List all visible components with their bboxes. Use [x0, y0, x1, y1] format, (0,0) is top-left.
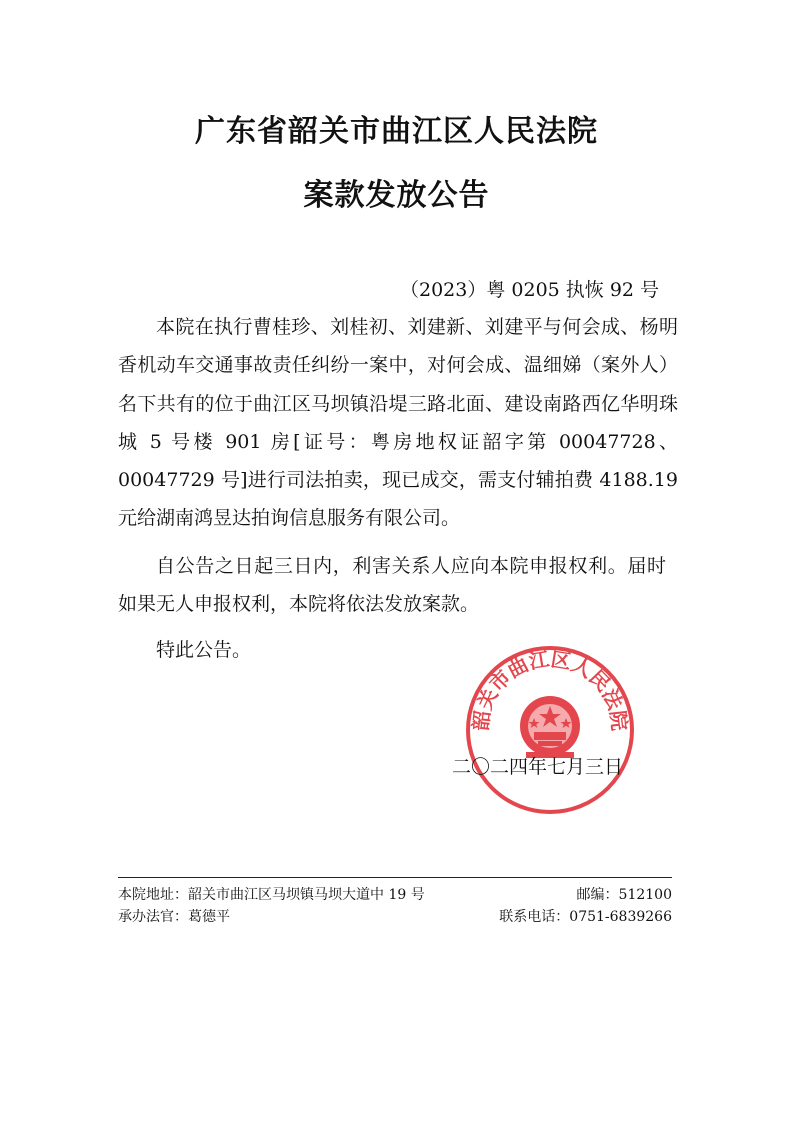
seal-lettering: 韶关市曲江区人民法院 — [468, 646, 632, 732]
postcode: 邮编：512100 — [576, 887, 672, 903]
issue-date: 二〇二四年七月三日 — [452, 756, 624, 778]
case-number: （2023）粤 0205 执恢 92 号 — [400, 279, 660, 301]
court-seal — [464, 644, 636, 816]
court-name-title: 广东省韶关市曲江区人民法院 — [195, 114, 598, 149]
presiding-judge: 承办法官：葛德平 — [118, 909, 230, 925]
notice-title: 案款发放公告 — [303, 178, 490, 213]
notice-paragraph-1 — [118, 308, 678, 538]
paragraph-text: 本院在执行曹桂珍、刘桂初、刘建新、刘建平与何会成、杨明香机动车交通事故责任纠纷一案中，对何会成、温细娣（案外人）名下共有的位于曲江区马坝镇沿堤三路北面、建设南路西亿华明珠城 5 号楼 901 房[证号：粤房地权证韶字第 00047728、00047729 号]进行司法拍卖，现已成交，需支付辅拍费 4188.19 元给湖南鸿昱达拍询信息服务有限公司。 — [118, 316, 678, 530]
paragraph-text: 特此公告。 — [156, 639, 252, 661]
court-address: 本院地址：韶关市曲江区马坝镇马坝大道中 19 号 — [118, 887, 425, 903]
contact-phone: 联系电话：0751-6839266 — [499, 909, 672, 925]
footer-divider — [118, 877, 672, 878]
paragraph-text: 自公告之日起三日内，利害关系人应向本院申报权利。届时如果无人申报权利，本院将依法发放案款。 — [118, 555, 666, 616]
notice-paragraph-2 — [118, 547, 666, 624]
national-emblem-icon — [520, 696, 580, 758]
